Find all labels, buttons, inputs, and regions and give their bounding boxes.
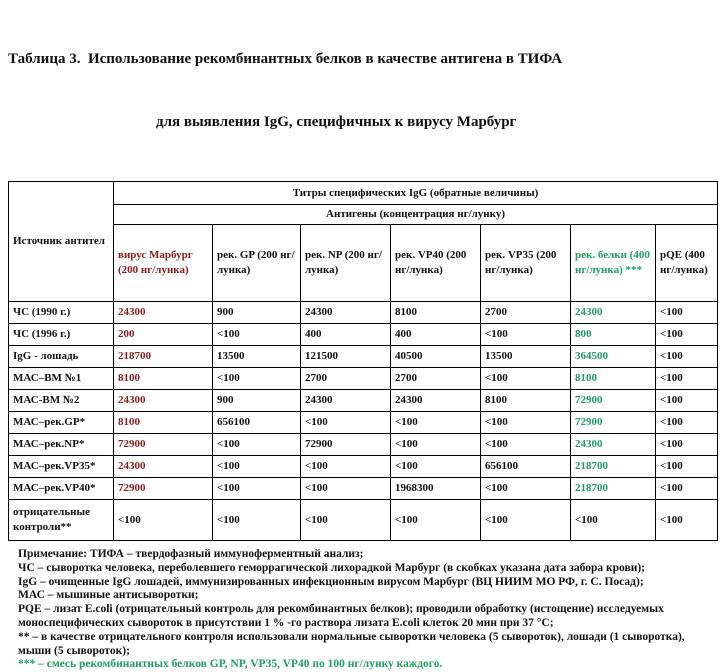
column-header-rec-gp: рек. GP (200 нг/лунка) [213, 225, 301, 302]
footnote-negative-controls: ** – в качестве отрицательного контроля использовали нормальные сыворотки человека (5 сывороток), лошади (1 сыворотка), мыши (5 сывороток); [18, 630, 685, 657]
value-cell: <100 [481, 368, 571, 390]
value-cell: 2700 [301, 368, 391, 390]
subgroup-header-row [9, 205, 718, 225]
value-cell: <100 [481, 434, 571, 456]
footnote-tifa: Примечание: ТИФА – твердофазный иммуноферментный анализ; [18, 548, 364, 560]
value-cell: 24300 [114, 302, 213, 324]
table-row [9, 434, 718, 456]
table-row [9, 302, 718, 324]
footnotes-block [18, 548, 706, 672]
value-cell: <100 [656, 478, 718, 500]
group-header-row [9, 182, 718, 205]
value-cell: <100 [213, 456, 301, 478]
results-table [8, 181, 718, 541]
value-cell: <100 [213, 324, 301, 346]
value-cell: <100 [656, 302, 718, 324]
value-cell: 900 [213, 302, 301, 324]
value-cell: <100 [656, 500, 718, 541]
footnote-igg: IgG – очищенные IgG лошадей, иммунизированных инфекционным вирусом Марбург (ВЦ НИИМ МО РФ, г. С. Посад); [18, 575, 644, 588]
value-cell: 24300 [391, 390, 481, 412]
value-cell: <100 [656, 412, 718, 434]
column-header-rec-proteins: рек. белки (400 нг/лунка) *** [571, 225, 656, 302]
value-cell: <100 [213, 434, 301, 456]
value-cell: 8100 [481, 390, 571, 412]
table-title-line-2: для выявления IgG, специфичных к вирусу Марбург [156, 114, 517, 130]
value-cell: 8100 [114, 368, 213, 390]
value-cell: 656100 [213, 412, 301, 434]
value-cell: <100 [656, 346, 718, 368]
table-row-negative-controls [9, 500, 718, 541]
value-cell: <100 [391, 412, 481, 434]
row-label-cell: МАС-ВМ №2 [9, 390, 114, 412]
value-cell: 72900 [301, 434, 391, 456]
column-header-virus-marburg: вирус Марбург (200 нг/лунка) [114, 225, 213, 302]
value-cell: <100 [301, 412, 391, 434]
value-cell: <100 [656, 434, 718, 456]
row-label-cell: отрицательные контроли** [9, 500, 114, 541]
corner-header-cell: Источник антител [9, 182, 114, 302]
value-cell: <100 [391, 456, 481, 478]
value-cell: 8100 [391, 302, 481, 324]
value-cell: <100 [481, 500, 571, 541]
value-cell: 900 [213, 390, 301, 412]
value-cell: 24300 [301, 390, 391, 412]
value-cell: <100 [656, 324, 718, 346]
value-cell: 218700 [571, 478, 656, 500]
group-header-cell: Титры специфических IgG (обратные величины) [114, 182, 718, 205]
value-cell: <100 [213, 478, 301, 500]
row-label-cell: МАС–рек.VP35* [9, 456, 114, 478]
column-header-rec-vp35: рек. VP35 (200 нг/лунка) [481, 225, 571, 302]
value-cell: 218700 [114, 346, 213, 368]
value-cell: 40500 [391, 346, 481, 368]
table-row [9, 324, 718, 346]
subgroup-header-cell: Антигены (концентрация нг/лунку) [114, 205, 718, 225]
table-row [9, 412, 718, 434]
table-title [8, 7, 710, 175]
value-cell: 72900 [571, 412, 656, 434]
row-label-cell: МАС–рек.NP* [9, 434, 114, 456]
row-label-cell: ЧС (1996 г.) [9, 324, 114, 346]
value-cell: <100 [301, 500, 391, 541]
value-cell: 24300 [571, 302, 656, 324]
row-label-cell: МАС–рек.GP* [9, 412, 114, 434]
value-cell: <100 [481, 478, 571, 500]
footnote-chs: ЧС – сыворотка человека, переболевшего геморрагической лихорадкой Марбург (в скобках указана дата забора крови); [18, 561, 646, 574]
value-cell: 121500 [301, 346, 391, 368]
value-cell: 400 [301, 324, 391, 346]
value-cell: <100 [114, 500, 213, 541]
value-cell: 8100 [114, 412, 213, 434]
table-row [9, 478, 718, 500]
value-cell: <100 [213, 500, 301, 541]
value-cell: 800 [571, 324, 656, 346]
footnote-rec-proteins-mix: *** – смесь рекомбинантных белков GP, NP, VP35, VP40 по 100 нг/лунку каждого. [18, 658, 443, 671]
value-cell: 24300 [571, 434, 656, 456]
column-header-row [9, 225, 718, 302]
row-label-cell: МАС–ВМ №1 [9, 368, 114, 390]
value-cell: 24300 [114, 456, 213, 478]
column-header-rec-vp40: рек. VP40 (200 нг/лунка) [391, 225, 481, 302]
row-label-cell: ЧС (1990 г.) [9, 302, 114, 324]
value-cell: 24300 [301, 302, 391, 324]
table-row [9, 346, 718, 368]
table-row [9, 368, 718, 390]
value-cell: 72900 [114, 434, 213, 456]
value-cell: 72900 [114, 478, 213, 500]
row-label-cell: IgG - лошадь [9, 346, 114, 368]
value-cell: 8100 [571, 368, 656, 390]
value-cell: 364500 [571, 346, 656, 368]
value-cell: 72900 [571, 390, 656, 412]
column-header-rec-np: рек. NP (200 нг/лунка) [301, 225, 391, 302]
value-cell: 218700 [571, 456, 656, 478]
value-cell: <100 [301, 456, 391, 478]
row-label-cell: МАС–рек.VP40* [9, 478, 114, 500]
value-cell: 656100 [481, 456, 571, 478]
value-cell: 1968300 [391, 478, 481, 500]
value-cell: <100 [656, 390, 718, 412]
value-cell: <100 [213, 368, 301, 390]
value-cell: 13500 [481, 346, 571, 368]
column-header-pqe: pQE (400 нг/лунка) [656, 225, 718, 302]
footnote-mas: МАС – мышиные антисыворотки; [18, 589, 199, 602]
value-cell: 13500 [213, 346, 301, 368]
value-cell: <100 [571, 500, 656, 541]
value-cell: <100 [656, 368, 718, 390]
table-row [9, 456, 718, 478]
value-cell: 200 [114, 324, 213, 346]
value-cell: 400 [391, 324, 481, 346]
value-cell: 2700 [481, 302, 571, 324]
value-cell: <100 [656, 456, 718, 478]
value-cell: <100 [301, 478, 391, 500]
value-cell: <100 [481, 412, 571, 434]
value-cell: 24300 [114, 390, 213, 412]
value-cell: <100 [391, 434, 481, 456]
table-title-line-1: Таблица 3. Использование рекомбинантных белков в качестве антигена в ТИФА [8, 51, 563, 67]
value-cell: <100 [391, 500, 481, 541]
value-cell: <100 [481, 324, 571, 346]
value-cell: 2700 [391, 368, 481, 390]
footnote-pqe: PQE – лизат E.coli (отрицательный контроль для рекомбинантных белков); проводили обработку (истощение) исследуемых моноспецифических сывороток в присутствии 1 % -го раствора лизата E.coli клеток 20 мин при 37 °С; [18, 603, 664, 629]
table-row [9, 390, 718, 412]
